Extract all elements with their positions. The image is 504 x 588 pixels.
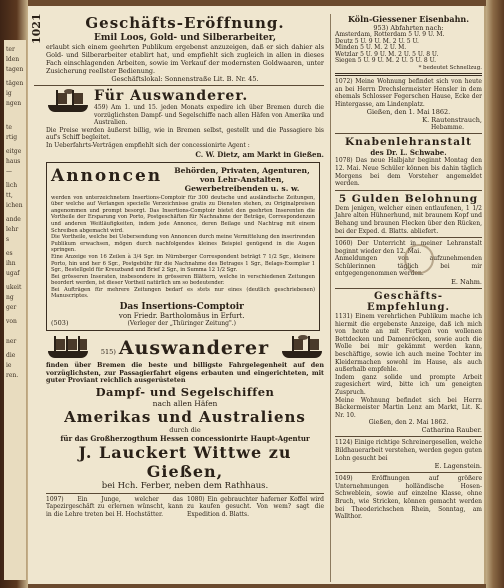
koffer-ad: 1080) Ein gebrauchter haferner Koffel wird zu kaufen gesucht. Von wem? sagt die Expedition d. Blatts. — [187, 495, 324, 519]
sliver-line: — — [6, 168, 12, 175]
belohnung-text: Dem jenigen, welcher einen entlaufenen, 1 1/2 Jahre alten Hühnerhund, mit braunem Kopf und Behang und braunen Flecken über den Rücken, bei der Exped. d. Blatts. abliefert. — [335, 204, 482, 235]
sliver-line — [6, 114, 26, 122]
belohnung-ad — [335, 193, 482, 235]
divider — [34, 85, 324, 86]
auswanderer2-line3: Amerikas und Australiens — [64, 407, 306, 426]
sliver-line: tägen — [6, 80, 24, 87]
empfehlung-date: Gießen, den 2. Mai 1862. — [368, 419, 449, 427]
divider — [335, 288, 482, 289]
annoncen-heading: Behörden, Privaten, Agenturen, von Lehr-Anstalten, Gewerbetreibenden u. s. w. — [174, 165, 310, 193]
sailing-ship-icon-left — [46, 334, 90, 362]
auswanderer2-line4: durch die — [169, 425, 201, 434]
sliver-line: ren. — [6, 372, 19, 379]
auswanderer1-footer-right: C. W. Dietz, am Markt in Gießen. — [195, 149, 324, 159]
bottom-small-ads — [34, 496, 324, 519]
sliver-line: ugaf — [6, 270, 20, 277]
auswanderer2-line2: nach allen Häfen — [152, 398, 218, 408]
empfehlung-name: Catharina Rauber. — [421, 426, 482, 435]
annoncen-number: (503) — [51, 319, 69, 328]
auswanderer1-title: Für Auswanderer. — [94, 88, 249, 104]
schreiner-name: E. Lagenstein. — [434, 462, 482, 471]
railway-timetable — [335, 14, 482, 71]
unterricht-name: E. Nahm. — [451, 278, 482, 287]
divider — [335, 237, 482, 238]
divider — [335, 133, 482, 134]
railway-row: Minden 5 U. M. 2 U. M. — [335, 44, 407, 52]
geschaefts-name: Emil Loos, Gold- und Silberarbeiter, — [93, 33, 277, 43]
sliver-line: eitge — [6, 148, 22, 155]
auswanderer-ad-1 — [34, 88, 324, 159]
sliver-line: s — [6, 236, 10, 243]
sliver-line: ner — [6, 338, 17, 345]
sliver-line: rtig — [6, 134, 18, 141]
newspaper-page — [28, 6, 486, 584]
sliver-line: haus — [6, 158, 21, 165]
annoncen-ad — [46, 162, 320, 332]
annoncen-body1: werden von unterzeichnetem Insertions-Comptoir für 300 deutsche und ausländische Zeitungen, über welche auf Verlangen specielle Verzeichnisse gratis zu Diensten stehen, zu Originalpreisen angenommen und prompt besorgt. Das Insertions-Comptoir bietet den geehrten Inserenten die Vortheile der Ersparung von Porto, Postgeschäften für Nachnahme der Beträge, Correspondenzen und anderen Weitläufigkeiten, indem jede Annonce, deren Beilage und Nachtrag mit einem Schreiben abgemacht wird. — [51, 194, 315, 234]
auswanderer2-title: Auswanderer — [118, 337, 270, 360]
left-column — [30, 13, 324, 582]
right-column — [330, 14, 482, 582]
sliver-line: ng — [6, 294, 14, 301]
sliver-line: lden — [6, 56, 20, 63]
sliver-line — [6, 328, 26, 336]
knaben-text: 1078) Das neue Halbjahr beginnt Montag den 12. Mai. Neue Schüler können bis dahin täglich Morgens bei dem Vorsteher angemeldet werden. — [335, 157, 482, 188]
knaben-title: Knabenlehranstalt — [345, 136, 472, 149]
page-number: 1021 — [30, 13, 43, 44]
geschaefts-body: erlaubt sich einem geehrten Publikum ergebenst anzuzeigen, daß er sich dahier als Gold- und Silberarbeiter etablirt hat, und empfiehlt sich zugleich in allen in dieses Fach einschlagenden Arbeiten, sowie im Verkauf der modernsten Goldwaaren, unter Zusicherung reellster Bedienung. — [46, 43, 324, 75]
railway-row: Amsterdam, Rotterdam 5 U. 9 U. M. — [335, 31, 445, 38]
geschaefts-eroeffnung-ad — [34, 14, 324, 83]
schreiner-text: 1124) Einige richtige Schreinergesellen, welche Bildhauerarbeit verstehen, werden gegen guten Lohn gesucht bei — [335, 439, 482, 462]
auswanderer2-number: 515) — [100, 348, 116, 357]
steamship-icon-right — [280, 334, 324, 362]
railway-title: Köln-Giessener Eisenbahn. — [348, 14, 469, 24]
sliver-line: ie — [6, 362, 12, 369]
auswanderer2-body: finden über Bremen die beste und billigste Fahrgelegenheit auf den vorzüglichsten, zur Passagierfahrt eigens erbauten und eingerichteten, mit guter Proviant reichlich ausgerüsteten — [46, 361, 324, 385]
sliver-line: ter — [6, 46, 15, 53]
sliver-line: ig — [6, 90, 12, 97]
auswanderer2-agency: J. Lauckert Wittwe zu Gießen, — [78, 442, 292, 481]
sliver-line: von — [6, 318, 17, 325]
wohnung-role: Hebamme. — [430, 124, 464, 132]
knabenanstalt-ad — [335, 136, 482, 187]
schreiner-ad — [335, 439, 482, 470]
empfehlung-title: Geschäfts-Empfehlung. — [367, 291, 450, 314]
sliver-line: te — [6, 124, 12, 131]
auswanderer2-agent: bei Hch. Ferber, neben dem Rathhaus. — [101, 480, 269, 491]
sliver-line: ichen — [6, 202, 23, 209]
railway-sub: 953) Abfahrten nach: — [373, 24, 444, 32]
steamship-icon — [46, 88, 90, 116]
sliver-line: ger — [6, 304, 17, 311]
sliver-line: ihn — [6, 260, 16, 267]
divider — [335, 73, 482, 76]
belohnung-title: 5 Gulden Belohnung — [338, 192, 479, 205]
auswanderer2-line1: Dampf- und Segelschiffen — [95, 384, 275, 399]
annoncen-comptoir: Das Insertions-Comptoir — [119, 302, 244, 313]
divider — [335, 436, 482, 437]
annoncen-owner: von Friedr. Bartholomäus in Erfurt. — [118, 312, 245, 321]
auswanderer2-line5: für das Großherzogthum Hessen concessionirte Haupt-Agentur — [60, 433, 310, 443]
geschaefts-address: Geschäftslokal: Sonnenstraße Lit. B. Nr. 45. — [111, 75, 259, 83]
divider — [335, 190, 482, 191]
wohnung-text: 1072) Meine Wohnung befindet sich von heute an bei Herrn Drechslermeister Hensler in dem ehemals Schlosser Fegerschen Hause, Ecke der Hintergasse, am Lindenplatz. — [335, 77, 482, 108]
auswanderer1-footer-left: In Ueberfahrts-Verträgen empfiehlt sich der concessionirte Agent : — [46, 141, 250, 149]
railway-note: * bedeutet Schnellzug. — [418, 64, 482, 71]
empfehlung-text3: Meine Wohnung befindet sich bei Herrn Bäckermeister Martin Lenz am Markt, Lit. K. Nr. 10. — [335, 396, 482, 419]
adjacent-page-sliver — [4, 40, 26, 580]
library-stamp — [404, 244, 434, 274]
unterricht-text2: Anmeldungen von aufzunehmenden Schülerinnen täglich bei mir entgegengenommen werden. — [335, 255, 482, 278]
divider — [46, 493, 324, 494]
sliver-line: ukeit — [6, 284, 22, 291]
railway-row: Siegen 5 U. 9 U. M. 2 U. 5 U. 8 U. — [335, 57, 437, 65]
auswanderer1-body: 459) Am 1. und 15. jeden Monats expedire ich über Bremen durch die vorzüglichsten Dampf- und Segelschiffe nach allen Häfen von Amerika und Australien. — [94, 104, 324, 127]
sliver-line: es — [6, 250, 13, 257]
annoncen-body2: Die Vortheile, welche bei Uebersendung von Annoncen durch meine Vermittelung den inserirenden Publikum erwachsen, mögen durch nachfolgendes kleines Beispiel genügend in die Augen springen. — [51, 234, 315, 254]
sliver-line: tagen — [6, 66, 24, 73]
eroeffnung-ad — [335, 475, 482, 521]
wohnung-date: Gießen, den 1. Mai 1862. — [366, 108, 451, 117]
annoncen-body5: Bei Aufträgen für mehrere Zeitungen bedarf es stets nur eines (deutlich geschriebenen) Manuscriptes. — [51, 286, 315, 300]
annoncen-publisher: (Verleger der „Thüringer Zeitung".) — [127, 320, 236, 328]
geschaefts-title: Geschäfts-Eröffnung. — [85, 14, 285, 32]
annoncen-body3: Eine Anzeige von 16 Zeilen à 3/4 Sgr. im Nürnberger Correspondent beträgt 7 1/2 Sgr., kleinere Porto, hin und her 6 Sgr., Postgebühr für die Nachnahme des Betrages 1 Sgr., Belags-Exemplar 1 Sgr., Bestellgeld für Kreuzband und Brief 2 Sgr., in Summa 12 1/2 Sgr. — [51, 253, 315, 274]
sliver-line: die — [6, 352, 16, 359]
auswanderer-ad-2 — [34, 334, 324, 491]
knaben-sub: des Dr. L. Schwabe. — [370, 148, 447, 158]
sliver-line: ngen — [6, 100, 22, 107]
annoncen-body4: Bei grösseren Inseraten, insbesondere in grösseren Blättern, welche in verschiedenen Zeitungen beordert werden, ist dieser Vortheil natürlich um so bedeutender. — [51, 273, 315, 287]
sliver-line: lich — [6, 182, 18, 189]
railway-rows — [335, 32, 482, 65]
empfehlung-text2: Indem ganz solide und prompte Arbeit zugesichert wird, bitte ich um geneigten Zuspruch. — [335, 373, 482, 396]
divider — [335, 472, 482, 473]
sliver-line: ande — [6, 216, 21, 223]
wohnung-name: K. Rautenstrauch, — [422, 116, 482, 125]
page-edge-right — [486, 0, 504, 588]
unterricht-text: 1060) Der Unterricht in meiner Lehranstalt beginnt wieder den 12. Mai. — [335, 240, 482, 255]
annoncen-word: Annoncen — [51, 165, 163, 186]
eroeffnung-text: 1049) Eröffnungen auf größere Unternehmungen holländische Hosen-Schweblein, sowie auf einzelne Klasse, ohne Bruch, wie Stricken, können gemacht werden bei Theoderichschen Rhein, Sonntag, am Wallthor. — [335, 475, 482, 521]
sliver-line: tt, — [6, 192, 13, 199]
empfehlung-text: 1131) Einem verehrlichen Publikum mache ich hiermit die ergebenste Anzeige, daß ich mich von heute an mit Fertigen von wollenen Bettdecken und Damenröcken, sowie auch die Wolle bei mir gekämmt werden kann, beschäftige, sowie ich auch meine Tochter im Kleidermachen sowohl im Hause, als auch außerhalb empfehle. — [335, 313, 482, 374]
geschaeftsempfehlung-ad — [335, 291, 482, 434]
sliver-line: lehr — [6, 226, 19, 233]
railway-row: Wetzlar 5 U. 9 U. M. 2 U. 5 U. 8 U. — [335, 50, 439, 58]
lehrling-ad: 1097) Ein Junge, welcher das Tapezirgeschäft zu erlernen wünscht, kann in die Lehre treten bei H. Hochstätter. — [46, 495, 183, 519]
wohnung-ad — [335, 78, 482, 131]
auswanderer1-note: Die Preise werden äußerst billig, wie in Bremen selbst, gestellt und die Passagiere bis auf's Schiff begleitet. — [46, 126, 324, 142]
railway-row: Deutz 5 U. 9 U. M. 2 U. 5 U. — [335, 37, 419, 45]
